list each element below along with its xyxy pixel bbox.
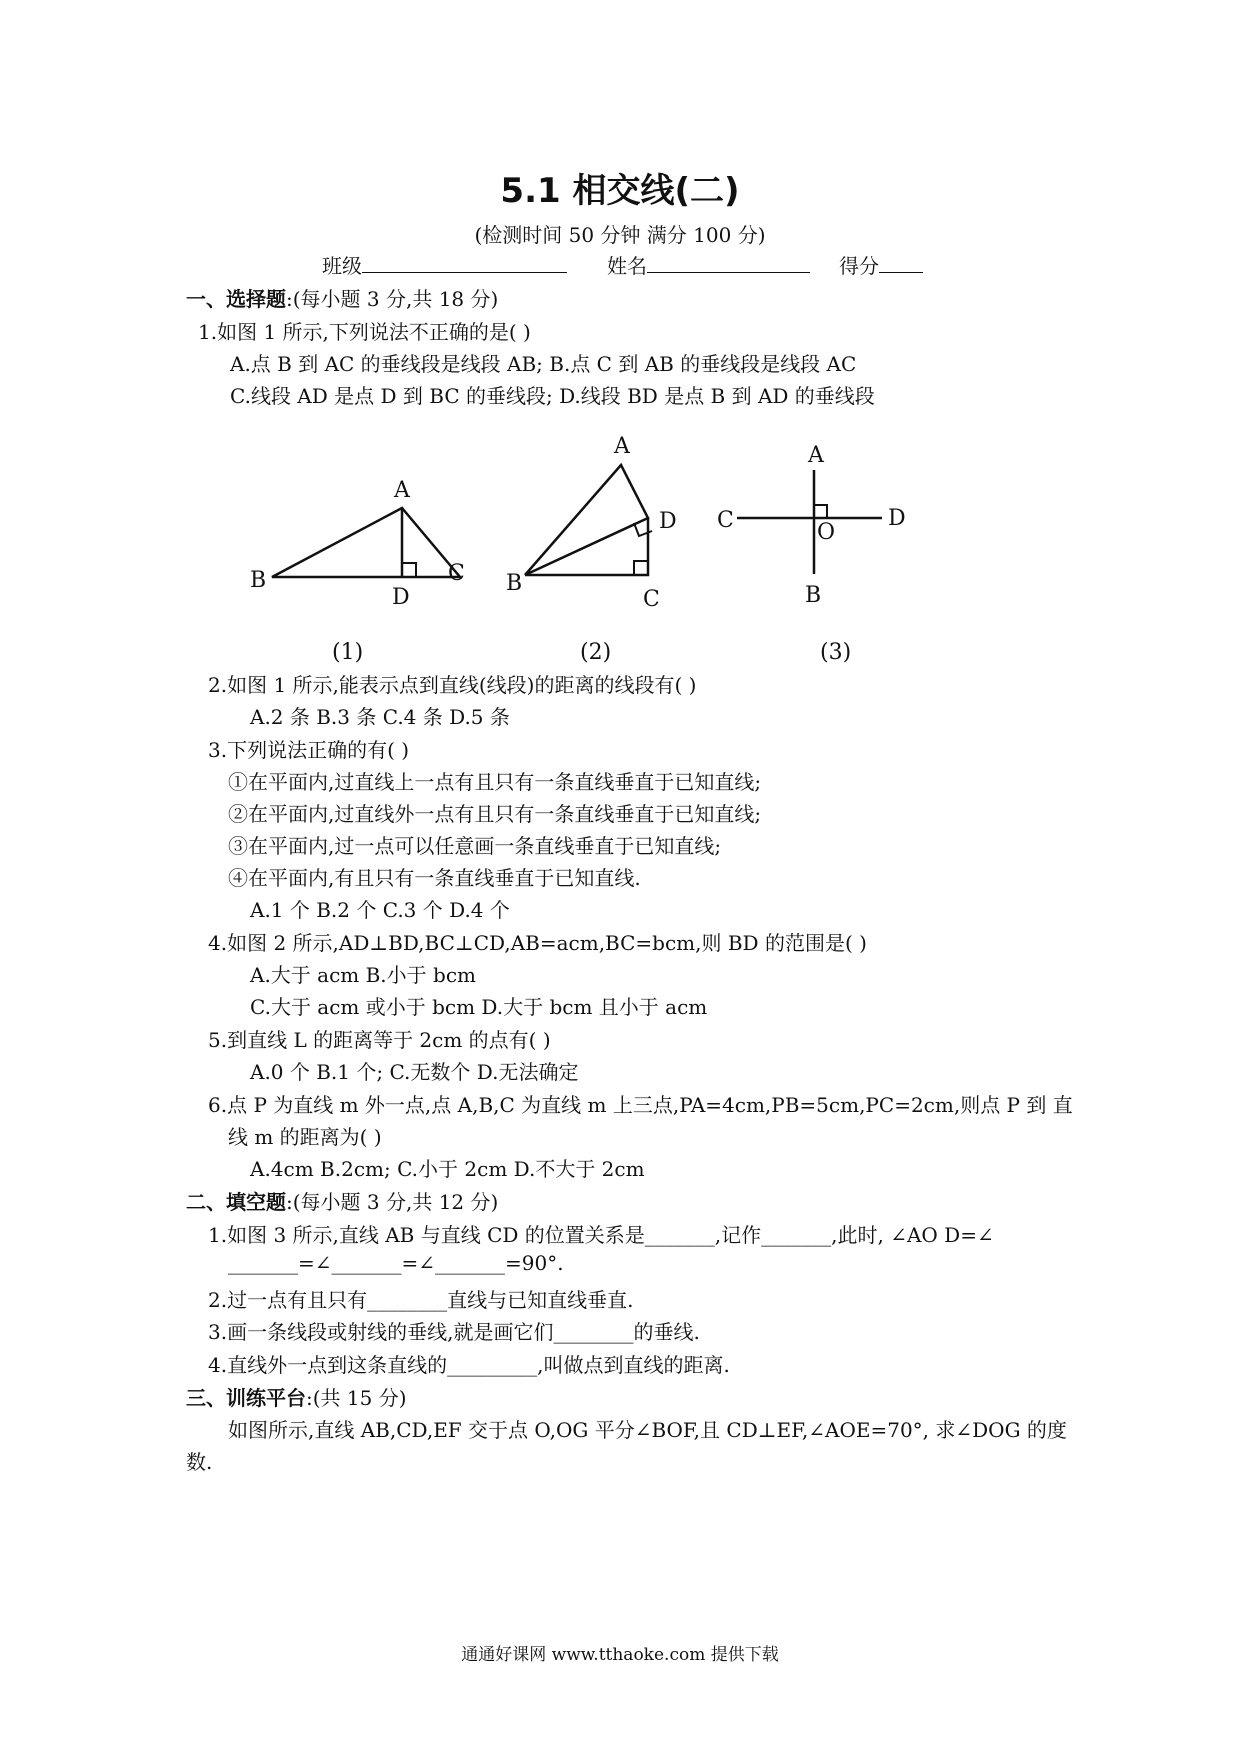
name-field <box>607 250 810 279</box>
page-footer: 通通好课网 www.tthaoke.com 提供下载 <box>461 1645 779 1665</box>
q4-options-1: A.大于 acm B.小于 bcm <box>250 963 476 987</box>
fig2-label-c: C <box>643 587 660 612</box>
q3-statement-2: ②在平面内,过直线外一点有且只有一条直线垂直于已知直线; <box>228 802 762 826</box>
fig2-label-b: B <box>506 571 523 596</box>
section-3-heading: 三、训练平台:(共 15 分) <box>186 1386 407 1410</box>
training-problem-line-1: 如图所示,直线 AB,CD,EF 交于点 O,OG 平分∠BOF,且 CD⊥EF,∠AOE=70°, 求∠DOG 的度 <box>228 1418 1067 1442</box>
q3-statement-1: ①在平面内,过直线上一点有且只有一条直线垂直于已知直线; <box>228 770 762 794</box>
q4-options-2: C.大于 acm 或小于 bcm D.大于 bcm 且小于 acm <box>250 995 708 1019</box>
page-title: 5.1 相交线(二) <box>500 171 740 211</box>
q6-options: A.4cm B.2cm; C.小于 2cm D.不大于 2cm <box>250 1157 645 1181</box>
name-blank <box>647 254 810 273</box>
q3-statement-4: ④在平面内,有且只有一条直线垂直于已知直线. <box>228 866 641 890</box>
fig2-label-a: A <box>614 434 630 459</box>
name-label: 姓名 <box>607 254 647 278</box>
q3-statement-3: ③在平面内,过一点可以任意画一条直线垂直于已知直线; <box>228 834 722 858</box>
section-1-heading: 一、选择题:(每小题 3 分,共 18 分) <box>186 287 499 311</box>
page-subtitle: (检测时间 50 分钟 满分 100 分) <box>474 223 766 247</box>
class-field <box>322 250 567 279</box>
q6-stem: 6.点 P 为直线 m 外一点,点 A,B,C 为直线 m 上三点,PA=4cm,PB=5cm,PC=2cm,则点 P 到 直 <box>208 1093 1073 1117</box>
figure-3-perpendicular-lines <box>737 470 882 574</box>
q5-options: A.0 个 B.1 个; C.无数个 D.无法确定 <box>250 1060 579 1084</box>
fill-q1-line-2: _______=∠_______=∠_______=90°. <box>228 1251 564 1275</box>
fig3-label-a: A <box>808 443 824 468</box>
q1-options-1: A.点 B 到 AC 的垂线段是线段 AB; B.点 C 到 AB 的垂线段是线段 AC <box>230 352 857 376</box>
score-blank <box>879 254 923 273</box>
fig1-caption: (1) <box>332 640 364 665</box>
section-2-heading: 二、填空题:(每小题 3 分,共 12 分) <box>186 1190 499 1214</box>
q2-options: A.2 条 B.3 条 C.4 条 D.5 条 <box>250 705 510 729</box>
fig1-label-d: D <box>392 585 410 610</box>
fill-q3: 3.画一条线段或射线的垂线,就是画它们________的垂线. <box>208 1320 700 1344</box>
figure-2-triangles <box>525 465 652 575</box>
fig3-caption: (3) <box>820 640 852 665</box>
fig3-label-o: O <box>817 520 836 545</box>
fill-q4: 4.直线外一点到这条直线的_________,叫做点到直线的距离. <box>208 1353 730 1377</box>
fig2-label-d: D <box>659 509 677 534</box>
q5-stem: 5.到直线 L 的距离等于 2cm 的点有( ) <box>208 1028 551 1052</box>
q4-stem: 4.如图 2 所示,AD⊥BD,BC⊥CD,AB=acm,BC=bcm,则 BD 的范围是( ) <box>208 931 867 955</box>
class-label: 班级 <box>322 254 362 278</box>
training-problem-line-2: 数. <box>186 1450 213 1474</box>
geometry-figures <box>0 430 1240 670</box>
class-blank <box>362 254 567 273</box>
q3-stem: 3.下列说法正确的有( ) <box>208 738 410 762</box>
fig1-label-b: B <box>250 568 267 593</box>
fill-q1-line-1: 1.如图 3 所示,直线 AB 与直线 CD 的位置关系是_______,记作_______,此时, ∠AO D=∠ <box>208 1223 994 1247</box>
q2-stem: 2.如图 1 所示,能表示点到直线(线段)的距离的线段有( ) <box>208 673 697 697</box>
fig2-caption: (2) <box>580 640 612 665</box>
fill-q2: 2.过一点有且只有________直线与已知直线垂直. <box>208 1288 634 1312</box>
q3-options: A.1 个 B.2 个 C.3 个 D.4 个 <box>250 898 510 922</box>
score-label: 得分 <box>839 254 879 278</box>
q1-options-2: C.线段 AD 是点 D 到 BC 的垂线段; D.线段 BD 是点 B 到 AD 的垂线段 <box>230 384 875 408</box>
fig1-label-a: A <box>394 478 410 503</box>
q1-stem: 1.如图 1 所示,下列说法不正确的是( ) <box>198 320 531 344</box>
q6-stem-2: 线 m 的距离为( ) <box>228 1125 382 1149</box>
fig3-label-d: D <box>888 506 906 531</box>
fig1-label-c: C <box>448 561 465 586</box>
figure-1-triangle <box>272 508 460 577</box>
fig3-label-c: C <box>717 508 734 533</box>
score-field <box>839 250 923 279</box>
fig3-label-b: B <box>805 583 822 608</box>
